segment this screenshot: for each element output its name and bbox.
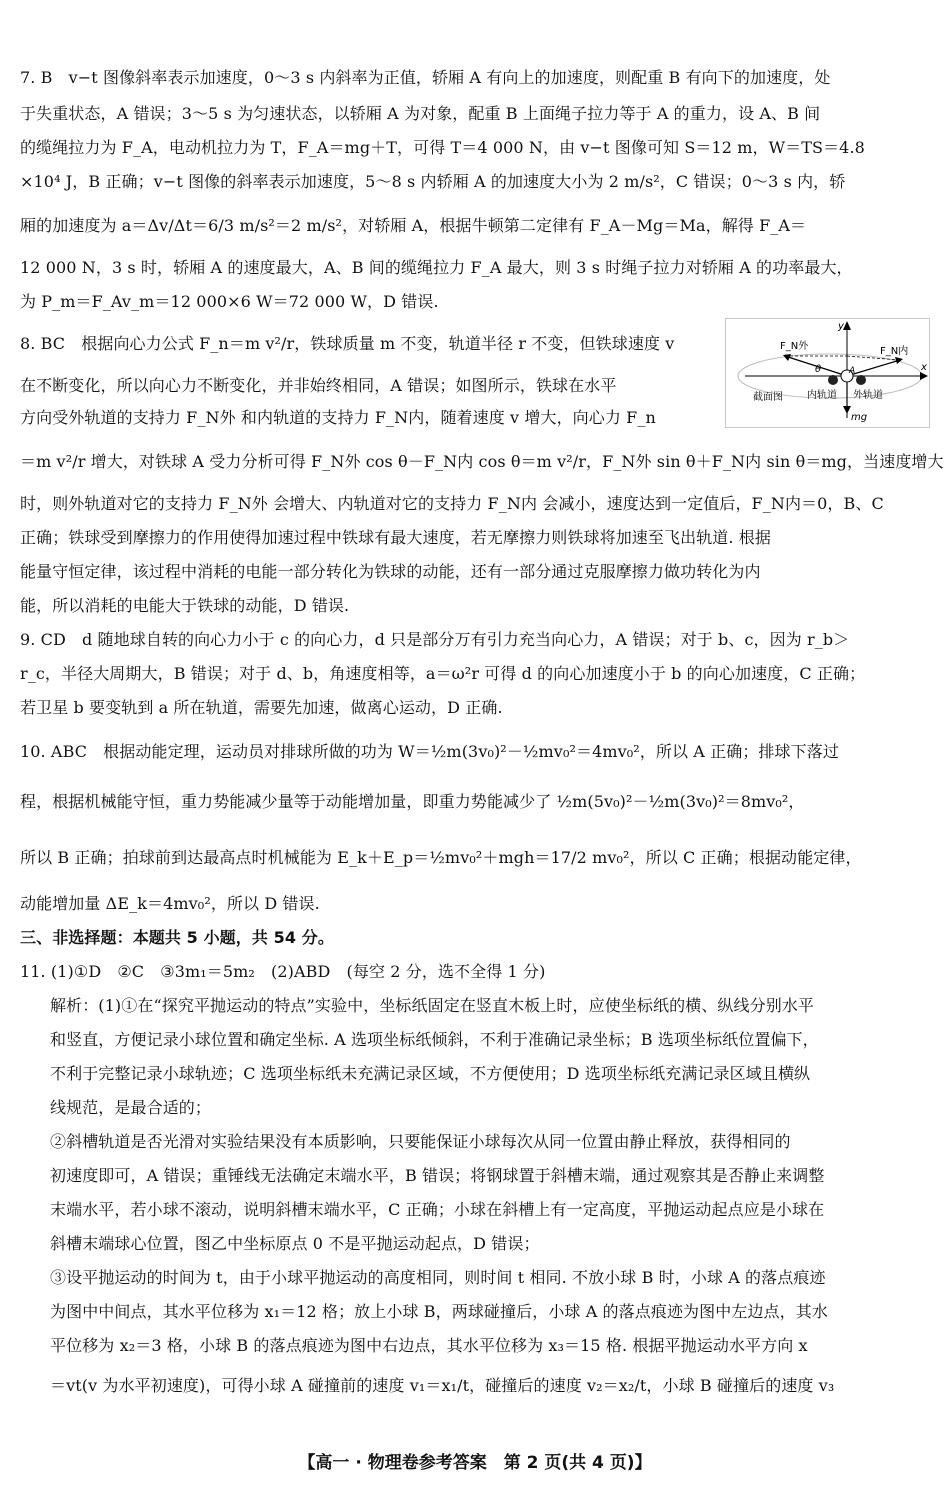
text-line: 初速度即可，A 错误；重锤线无法确定末端水平，B 错误；将钢球置于斜槽末端，通过观察其是否静止来调整: [50, 1166, 825, 1185]
y-label: y: [838, 321, 844, 332]
text-line: 为图中中间点，其水平位移为 x₁＝12 格；放上小球 B，两球碰撞后，小球 A 的落点痕迹为图中左边点，其水: [50, 1302, 828, 1321]
text-line: 末端水平，若小球不滚动，说明斜槽末端水平，C 正确；小球在斜槽上有一定高度，平抛运动起点应是小球在: [50, 1200, 825, 1219]
ball-label: A: [849, 366, 856, 376]
figure-frame: [726, 319, 930, 428]
text-line: 为 P_m＝F_Av_m＝12 000×6 W＝72 000 W，D 错误.: [20, 292, 439, 311]
text-line: 所以 B 正确；拍球前到达最高点时机械能为 E_k＋E_p＝½mv₀²＋mgh＝17/2 mv₀²，所以 C 正确；根据动能定律，: [20, 848, 862, 867]
page-footer: 【高一 · 物理卷参考答案 第 2 页(共 4 页)】: [298, 1453, 652, 1473]
text-line: 解析：(1)①在“探究平抛运动的特点”实验中，坐标纸固定在竖直木板上时，应使坐标纸的横、纵线分别水平: [50, 996, 815, 1015]
text-line: 斜槽末端球心位置，图乙中坐标原点 0 不是平抛运动起点，D 错误；: [50, 1234, 540, 1253]
outer-rail: [856, 375, 866, 385]
text-line: 和竖直，方便记录小球位置和确定坐标. A 选项坐标纸倾斜，不利于准确记录坐标；B 选项坐标纸位置偏下，: [50, 1030, 819, 1049]
text-line: ＝m v²/r 增大，对铁球 A 受力分析可得 F_N外 cos θ－F_N内 cos θ＝m v²/r，F_N外 sin θ＋F_N内 sin θ＝mg，当速度增大: [20, 452, 944, 471]
gravity-label: mg: [851, 412, 868, 423]
text-line: ＝vt(v 为水平初速度)，可得小球 A 碰撞前的速度 v₁＝x₁/t，碰撞后的速度 v₂＝x₂/t，小球 B 碰撞后的速度 v₃: [50, 1376, 835, 1395]
section-view-label: 截面图: [753, 392, 783, 403]
text-line: 不利于完整记录小球轨迹；C 选项坐标纸未充满记录区域，不方便使用；D 选项坐标纸充满记录区域且横纵: [50, 1064, 811, 1083]
text-line: 动能增加量 ΔE_k＝4mv₀²，所以 D 错误.: [20, 894, 320, 913]
text-line: 8. BC 根据向心力公式 F_n＝m v²/r，铁球质量 m 不变，轨道半径 r 不变，但铁球速度 v: [20, 334, 675, 353]
text-line: 7. B v−t 图像斜率表示加速度，0～3 s 内斜率为正值，轿厢 A 有向上的加速度，则配重 B 有向下的加速度，处: [20, 68, 831, 87]
theta-label: θ: [815, 364, 822, 375]
text-line: 平位移为 x₂＝3 格，小球 B 的落点痕迹为图中右边点，其水平位移为 x₃＝15 格. 根据平抛运动水平方向 x: [50, 1336, 808, 1355]
text-line: r_c，半径大周期大，B 错误；对于 d、b，角速度相等，a＝ω²r 可得 d 的向心加速度小于 b 的向心加速度，C 正确；: [20, 664, 866, 683]
text-line: 于失重状态，A 错误；3～5 s 为匀速状态，以轿厢 A 为对象，配重 B 上面绳子拉力等于 A 的重力，设 A、B 间: [20, 104, 821, 123]
text-line: ×10⁴ J，B 正确；v−t 图像的斜率表示加速度，5～8 s 内轿厢 A 的加速度大小为 2 m/s²，C 错误；0～3 s 内，轿: [20, 172, 846, 191]
text-line: 12 000 N，3 s 时，轿厢 A 的速度最大，A、B 间的缆绳拉力 F_A 最大，则 3 s 时绳子拉力对轿厢 A 的功率最大，: [20, 258, 853, 277]
text-line: 方向受外轨道的支持力 F_N外 和内轨道的支持力 F_N内，随着速度 v 增大，向心力 F_n: [20, 408, 656, 427]
text-line: 10. ABC 根据动能定理，运动员对排球所做的功为 W＝½m(3v₀)²－½mv₀²＝4mv₀²，所以 A 正确；排球下落过: [20, 742, 839, 761]
text-line: ③设平抛运动的时间为 t，由于小球平抛运动的高度相同，则时间 t 相同. 不放小球 B 时，小球 A 的落点痕迹: [50, 1268, 826, 1287]
x-label: x: [921, 362, 927, 373]
text-line: 线规范，是最合适的；: [50, 1098, 212, 1117]
section-heading: 三、非选择题：本题共 5 小题，共 54 分。: [20, 928, 334, 947]
text-line: 的缆绳拉力为 F_A，电动机拉力为 T，F_A＝mg＋T，可得 T＝4 000 N，由 v−t 图像可知 S＝12 m，W＝TS＝4.8: [20, 138, 865, 157]
text-line: 9. CD d 随地球自转的向心力小于 c 的向心力，d 只是部分万有引力充当向心力，A 错误；对于 b、c，因为 r_b＞: [20, 630, 850, 649]
text-line: 能，所以消耗的电能大于铁球的动能，D 错误.: [20, 596, 350, 615]
text-line: 正确；铁球受到摩擦力的作用使得加速过程中铁球有最大速度，若无摩擦力则铁球将加速至飞出轨道. 根据: [20, 528, 771, 547]
text-line: 程，根据机械能守恒，重力势能减少量等于动能增加量，即重力势能减少了 ½m(5v₀)²－½m(3v₀)²＝8mv₀²，: [20, 792, 805, 811]
text-line: 能量守恒定律，该过程中消耗的电能一部分转化为铁球的动能，还有一部分通过克服摩擦力做功转化为内: [20, 562, 761, 581]
outer-track-label: 外轨道: [853, 390, 883, 401]
text-line: ②斜槽轨道是否光滑对实验结果没有本质影响，只要能保证小球每次从同一位置由静止释放，获得相同的: [50, 1132, 791, 1151]
text-line: 若卫星 b 要变轨到 a 所在轨道，需要先加速，做离心运动，D 正确.: [20, 698, 503, 717]
fn-inner-label: F_N内: [880, 346, 909, 357]
text-line: 厢的加速度为 a＝Δv/Δt＝6/3 m/s²＝2 m/s²，对轿厢 A，根据牛顿第二定律有 F_A－Mg＝Ma，解得 F_A＝: [20, 216, 807, 235]
text-line: 在不断变化，所以向心力不断变化，并非始终相同，A 错误；如图所示，铁球在水平: [20, 376, 617, 395]
text-line: 11. (1)①D ②C ③3m₁＝5m₂ (2)ABD (每空 2 分，选不全得 1 分): [20, 962, 546, 981]
inner-rail: [828, 375, 838, 385]
text-line: 时，则外轨道对它的支持力 F_N外 会增大、内轨道对它的支持力 F_N内 会减小，速度达到一定值后，F_N内＝0，B、C: [20, 494, 884, 513]
inner-track-label: 内轨道: [807, 390, 837, 401]
cross-section-force-diagram: [725, 318, 930, 428]
fn-outer-label: F_N外: [780, 341, 809, 352]
